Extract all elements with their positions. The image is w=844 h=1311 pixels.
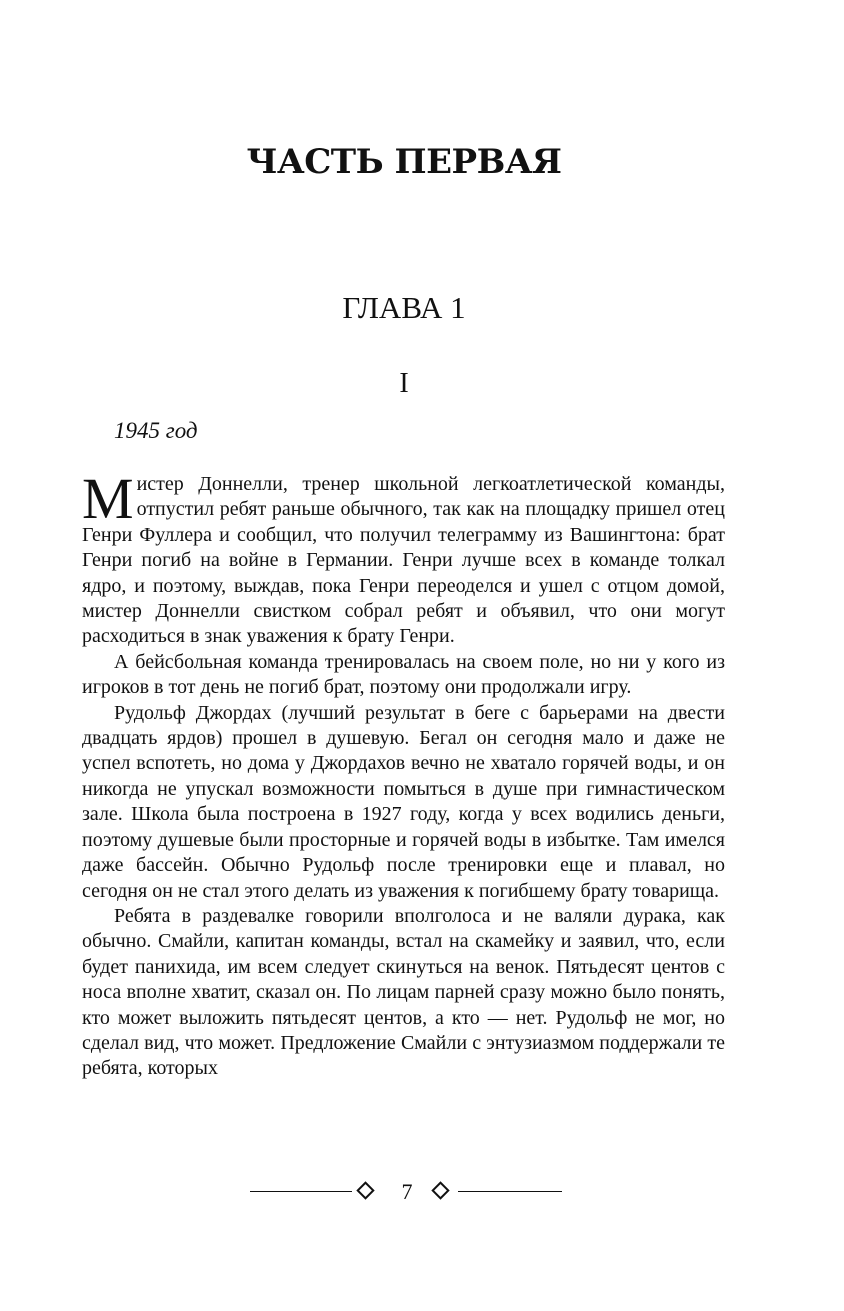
- page-number: 7: [401, 1179, 413, 1204]
- footer-rule-left: [250, 1191, 352, 1192]
- paragraph-1: [82, 466, 725, 650]
- paragraph-1-text: истер Доннелли, тренер школьной легкоатлетической команды, отпустил ребят раньше обычного, так как на площадку пришел отец Генри Фуллера и сообщил, что получил телеграмму из Вашингтона: брат Генри погиб на войне в Германии. Генри лучше всех в команде толкал ядро, и поэтому, выждав, пока Генри переоделся и ушел с отцом домой, мистер Доннелли свистком собрал ребят и объявил, что они могут расходиться в знак уважения к брату Генри.: [82, 473, 725, 648]
- paragraph-3: Рудольф Джордах (лучший результат в беге с барьерами на двести двадцать ярдов) прошел в душевую. Бегал он сегодня мало и даже не успел вспотеть, но дома у Джордахов вечно не хватало горячей воды, и он никогда не упускал возможности помыться в душе при гимнастическом зале. Школа была построена в 1927 году, когда у всех водились деньги, поэтому душевые были просторные и горячей воды в избытке. Там имелся даже бассейн. Обычно Рудольф после тренировки еще и плавал, но сегодня он не стал этого делать из уважения к погибшему брату товарища.: [82, 701, 725, 902]
- drop-cap: М: [82, 466, 134, 531]
- paragraph-4: Ребята в раздевалке говорили вполголоса и не валяли дурака, как обычно. Смайли, капитан команды, встал на скамейку и заявил, что, если будет панихида, им всем следует скинуться на венок. Пятьдесят центов с носа вполне хватит, сказал он. По лицам парней сразу можно было понять, кто может выложить пятьдесят центов, а кто — нет. Рудольф не мог, но сделал вид, что может. Предложение Смайли с энтузиазмом поддержали те ребята, которых: [82, 904, 725, 1080]
- section-number: I: [399, 368, 409, 399]
- diamond-ornament-right-icon: [431, 1181, 449, 1199]
- footer-rule-right: [458, 1191, 562, 1192]
- part-title: ЧАСТЬ ПЕРВАЯ: [246, 142, 562, 182]
- diamond-ornament-left-icon: [356, 1181, 374, 1199]
- year-subheading: 1945 год: [114, 418, 198, 443]
- chapter-title: ГЛАВА 1: [342, 290, 466, 325]
- body-text: [82, 466, 725, 1082]
- page-footer: [0, 1176, 844, 1208]
- paragraph-2: А бейсбольная команда тренировалась на своем поле, но ни у кого из игроков в тот день не погиб брат, поэтому они продолжали игру.: [82, 650, 725, 699]
